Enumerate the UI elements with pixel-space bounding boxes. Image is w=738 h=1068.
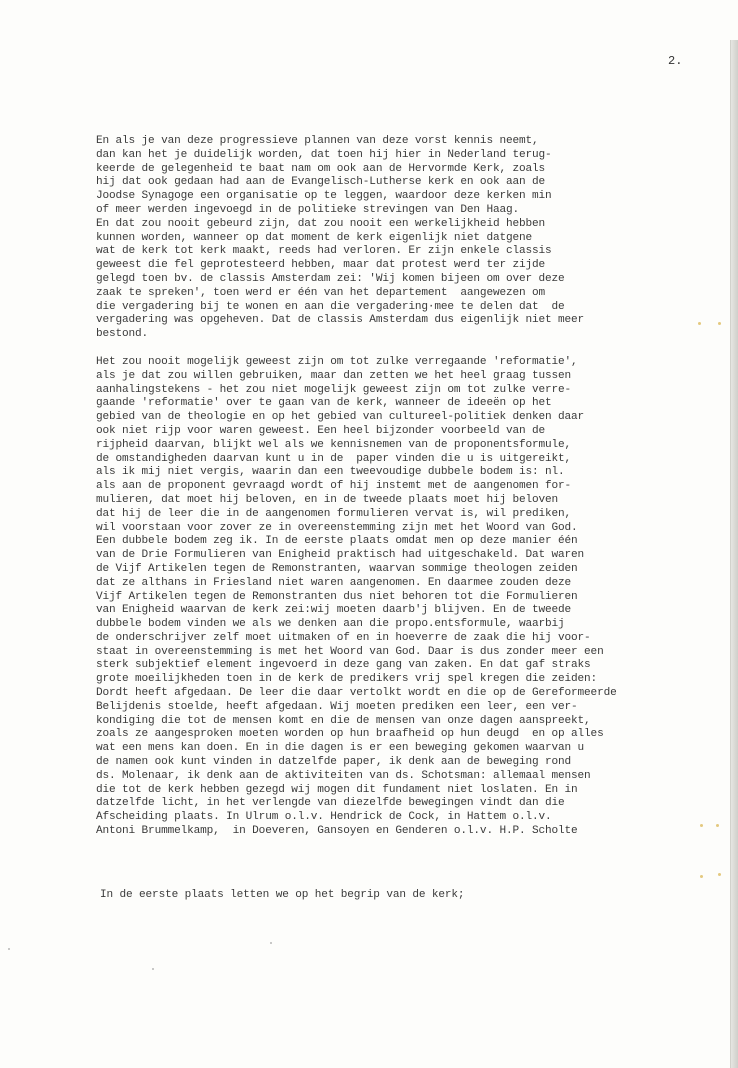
- scan-speck: [152, 968, 154, 970]
- text-line: rijpheid daarvan, blijkt wel als we kennisnemen van de proponentsformule,: [96, 438, 572, 451]
- text-line: Het zou nooit mogelijk geweest zijn om tot zulke verregaande 'reformatie',: [96, 355, 578, 368]
- text-line: wat de kerk tot kerk maakt, reeds had verloren. Er zijn enkele classis: [96, 245, 552, 258]
- text-line: Belijdenis stoelde, heeft afgedaan. Wij moeten prediken een leer, een ver-: [96, 700, 578, 713]
- text-line: gelegd toen bv. de classis Amsterdam zei: 'Wij komen bijeen om over deze: [96, 272, 565, 285]
- text-line: aanhalingstekens - het zou niet mogelijk geweest zijn om tot zulke verre-: [96, 383, 572, 396]
- text-line: de Vijf Artikelen tegen de Remonstranten, waarvan sommige theologen zeiden: [96, 562, 578, 575]
- text-line: dat hij de leer die in de aangenomen formulieren vervat is, wil prediken,: [96, 507, 572, 520]
- text-line: de onderschrijver zelf moet uitmaken of en in hoeverre de zaak die hij voor-: [96, 631, 591, 644]
- text-line: ds. Molenaar, ik denk aan de aktiviteiten van ds. Schotsman: allemaal mensen: [96, 769, 591, 782]
- text-line: En dat zou nooit gebeurd zijn, dat zou nooit een werkelijkheid hebben: [96, 217, 546, 230]
- text-line: Afscheiding plaats. In Ulrum o.l.v. Hendrick de Cock, in Hattem o.l.v.: [96, 811, 552, 824]
- text-line: En als je van deze progressieve plannen van deze vorst kennis neemt,: [96, 135, 539, 147]
- text-line: grote moeilijkheden toen in de kerk de predikers vrij spel kregen die zeiden:: [96, 673, 598, 686]
- text-line: wat een mens kan doen. En in die dagen is er een beweging gekomen waarvan u: [96, 742, 585, 755]
- scan-speck: [700, 875, 703, 878]
- text-line: als aan de proponent gevraagd wordt of hij instemt met de aangenomen for-: [96, 480, 572, 493]
- scan-speck: [716, 824, 719, 827]
- scan-speck: [270, 942, 272, 944]
- scan-speck: [718, 322, 721, 325]
- text-line: dubbele bodem vinden we als we denken aan die propo.entsformule, waarbij: [96, 618, 565, 631]
- scan-speck: [700, 824, 703, 827]
- text-line: als ik mij niet vergis, waarin dan een tweevoudige dubbele bodem is: nl.: [96, 466, 565, 479]
- text-line: zaak te spreken', toen werd er één van het departement aangewezen om: [96, 286, 546, 299]
- text-line: Joodse Synagoge een organisatie op te leggen, waardoor deze kerken min: [96, 190, 552, 203]
- scan-speck: [718, 873, 721, 876]
- page-number: 2.: [668, 54, 683, 68]
- text-line: dat ze althans in Friesland niet waren aangenomen. En daarmee zouden deze: [96, 576, 572, 589]
- text-line: datzelfde licht, in het verlengde van diezelfde bewegingen vindt dan die: [96, 797, 565, 810]
- text-line: de omstandigheden daarvan kunt u in de paper vinden die u is uitgereikt,: [96, 452, 572, 465]
- text-line: wil voorstaan voor zover ze in overeenstemming zijn met het Woord van God.: [96, 521, 578, 534]
- text-line: Vijf Artikelen tegen de Remonstranten dus niet behoren tot die Formulieren: [96, 590, 578, 603]
- text-line: de namen ook kunt vinden in datzelfde paper, ik denk aan de beweging rond: [96, 756, 572, 769]
- text-line: Een dubbele bodem zeg ik. In de eerste plaats omdat men op deze manier één: [96, 535, 578, 548]
- text-line: Antoni Brummelkamp, in Doeveren, Gansoyen en Genderen o.l.v. H.P. Scholte: [96, 825, 578, 838]
- text-line: mulieren, dat moet hij beloven, en in de tweede plaats moet hij beloven: [96, 493, 559, 506]
- text-line: keerde de gelegenheid te baat nam om ook aan de Hervormde Kerk, zoals: [96, 162, 546, 175]
- scan-speck: [698, 322, 701, 325]
- text-line: staat in overeenstemming is met het Woord van God. Daar is dus zonder meer een: [96, 645, 604, 658]
- text-line: als je dat zou willen gebruiken, maar dan zetten we het heel graag tussen: [96, 369, 572, 382]
- text-line: of meer werden ingevoegd in de politieke strevingen van Den Haag.: [96, 203, 519, 216]
- paragraph: [96, 356, 736, 839]
- text-line: die tot de kerk hebben gezegd wij mogen dit fundament niet loslaten. En in: [96, 783, 578, 796]
- text-line: hij dat ook gedaan had aan de Evangelisch-Lutherse kerk en ook aan de: [96, 176, 546, 189]
- text-line: kunnen worden, wanneer op dat moment de kerk eigenlijk niet datgene: [96, 231, 532, 244]
- scan-speck: [8, 948, 10, 950]
- paragraph: [96, 135, 736, 342]
- text-line: Dordt heeft afgedaan. De leer die daar vertolkt wordt en die op de Gereformeerde: [96, 687, 617, 700]
- text-line: geweest die fel geprotesteerd hebben, maar dat protest werd ter zijde: [96, 259, 546, 272]
- closing-line: In de eerste plaats letten we op het begrip van de kerk;: [100, 889, 465, 901]
- text-line: van de Drie Formulieren van Enigheid praktisch had uitgeschakeld. Dat waren: [96, 549, 585, 562]
- text-line: gaande 'reformatie' over te gaan van de kerk, wanneer de ideeën op het: [96, 397, 552, 410]
- text-line: van Enigheid waarvan de kerk zei:wij moeten daarb'j blijven. En de tweede: [96, 604, 572, 617]
- text-line: dan kan het je duidelijk worden, dat toen hij hier in Nederland terug-: [96, 148, 552, 161]
- text-line: die vergadering bij te wonen en aan die vergadering·mee te delen dat de: [96, 300, 565, 313]
- text-line: sterk subjektief element ingevoerd in deze gang van zaken. En dat gaf straks: [96, 659, 591, 672]
- text-line: gebied van de theologie en op het gebied van cultureel-politiek denken daar: [96, 411, 585, 424]
- text-line: vergadering was opgeheven. Dat de classis Amsterdam dus eigenlijk niet meer: [96, 314, 585, 327]
- text-line: bestond.: [96, 328, 149, 341]
- text-line: zoals ze aangesproken moeten worden op hun braafheid op hun deugd en op alles: [96, 728, 604, 741]
- text-line: kondiging die tot de mensen komt en die de mensen van onze dagen aanspreekt,: [96, 714, 591, 727]
- body-text: [96, 135, 736, 853]
- text-line: ook niet rijp voor waren geweest. Een heel bijzonder voorbeeld van de: [96, 424, 546, 437]
